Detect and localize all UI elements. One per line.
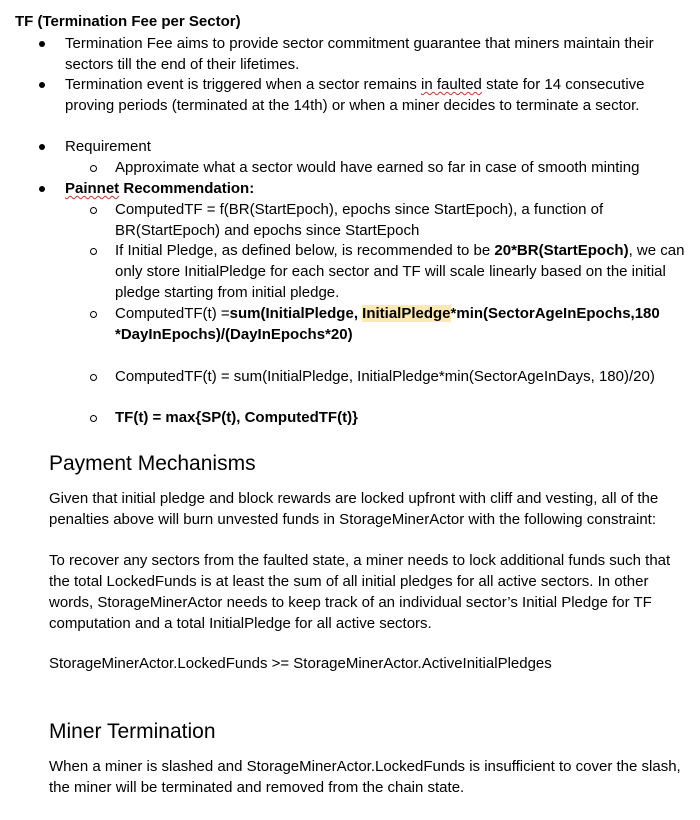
sub-item-bold: TF(t) = max{SP(t), ComputedTF(t)} <box>115 409 358 426</box>
sub-list-item <box>115 366 687 387</box>
sub-item-text: Approximate what a sector would have earned so far in case of smooth minting <box>115 159 640 176</box>
circle-bullet-icon <box>90 248 97 255</box>
sub-list-item <box>115 199 687 241</box>
bullet-icon <box>39 186 45 192</box>
list-item <box>65 178 685 199</box>
section-title-tf: TF (Termination Fee per Sector) <box>15 13 241 30</box>
list-item <box>65 74 685 116</box>
bullet-text-pre: Termination event is triggered when a sector remains <box>65 76 422 93</box>
paragraph: When a miner is slashed and StorageMinerActor.LockedFunds is insufficient to cover the slash, the miner will be terminated and removed from the chain state. <box>49 758 681 796</box>
sub-item-bold: 20*BR(StartEpoch) <box>494 242 629 259</box>
sub-list-item <box>115 407 687 428</box>
paragraph-formula: StorageMinerActor.LockedFunds >= StorageMinerActor.ActiveInitialPledges <box>49 655 552 672</box>
sub-item-text: ComputedTF(t) = sum(InitialPledge, InitialPledge*min(SectorAgeInDays, 180)/20) <box>115 368 655 385</box>
bullet-label: Recommendation: <box>119 180 255 197</box>
list-item <box>65 136 685 157</box>
sub-list-item <box>115 157 687 178</box>
sub-item-text-pre: If Initial Pledge, as defined below, is recommended to be <box>115 242 495 259</box>
list-item <box>65 33 685 75</box>
sub-item-text: ComputedTF = f(BR(StartEpoch), epochs since StartEpoch), a function of BR(StartEpoch) and epochs since StartEpoch <box>115 201 604 239</box>
sub-list-item <box>115 303 665 345</box>
sub-item-text-post: , we can only store InitialPledge for each sector and TF will scale linearly based on the initial pledge starting from initial pledge. <box>115 242 685 301</box>
bullet-text: Requirement <box>65 138 151 155</box>
heading-miner-termination: Miner Termination <box>49 720 216 743</box>
highlighted-text: InitialPledge <box>362 305 451 322</box>
circle-bullet-icon <box>90 165 97 172</box>
sub-item-bold: *min(SectorAgeInEpochs,180*DayInEpochs)/(DayInEpochs*20) <box>115 305 660 343</box>
circle-bullet-icon <box>90 415 97 422</box>
bullet-text-post: state for 14 consecutive proving periods (terminated at the 14th) or when a miner decides to terminate a sector. <box>65 76 645 114</box>
bullet-text: Termination Fee aims to provide sector commitment guarantee that miners maintain their sectors till the end of their lifetimes. <box>65 35 654 73</box>
heading-payment-mechanisms: Payment Mechanisms <box>49 452 256 475</box>
bullet-icon <box>39 82 45 88</box>
sub-item-text-pre: ComputedTF(t) = <box>115 305 230 322</box>
spellcheck-word[interactable]: Painnet <box>65 180 120 197</box>
sub-item-bold: sum(InitialPledge, <box>229 305 363 322</box>
spellcheck-word[interactable]: in faulted <box>421 76 482 93</box>
sub-list-item <box>115 240 687 303</box>
paragraph: Given that initial pledge and block rewards are locked upfront with cliff and vesting, all of the penalties above will burn unvested funds in StorageMinerActor with the following constraint: <box>49 490 659 528</box>
circle-bullet-icon <box>90 311 97 318</box>
circle-bullet-icon <box>90 207 97 214</box>
paragraph: To recover any sectors from the faulted state, a miner needs to lock additional funds such that the total LockedFunds is at least the sum of all initial pledges for all active sectors. In other words, StorageMinerActor needs to keep track of an individual sector’s Initial Pledge for TF computation and a total InitialPledge for all active sectors. <box>49 552 671 632</box>
circle-bullet-icon <box>90 374 97 381</box>
bullet-icon <box>39 41 45 47</box>
bullet-icon <box>39 144 45 150</box>
